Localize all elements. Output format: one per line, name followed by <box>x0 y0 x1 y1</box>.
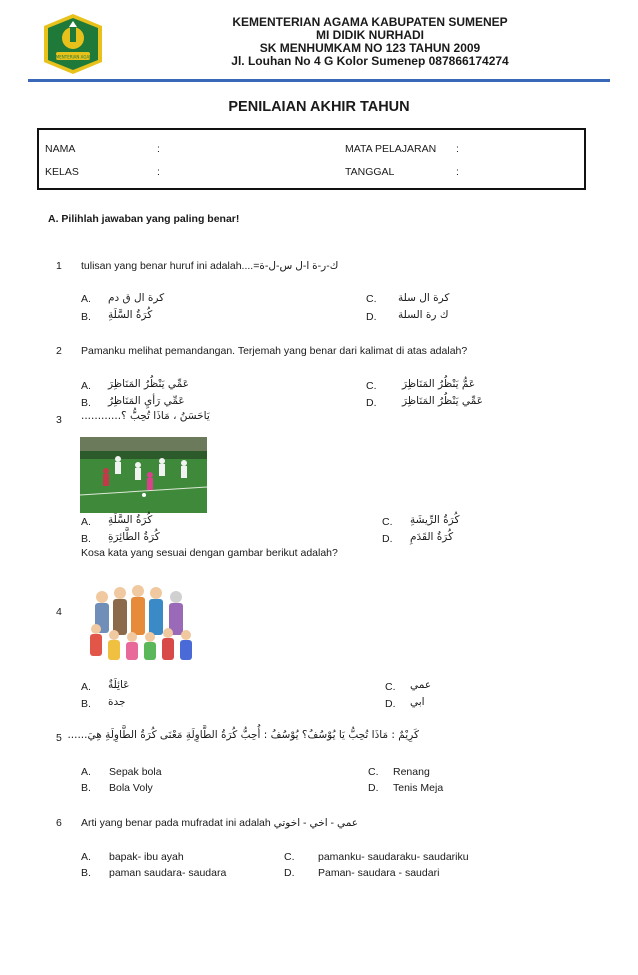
q3-a-label: A. <box>81 516 91 528</box>
q2-option-b: عَمِّي رَأيِ المَنَاظِرُ <box>108 395 185 407</box>
q1-option-a: كرة ال ق دم <box>108 292 165 304</box>
q2-number: 2 <box>56 345 62 357</box>
q5-option-c: Renang <box>393 766 430 778</box>
colon-mapel: : <box>456 143 459 155</box>
football-match-image <box>80 437 207 513</box>
section-a-instruction: A. Pilihlah jawaban yang paling benar! <box>48 213 240 225</box>
q5-option-b: Bola Voly <box>109 782 153 794</box>
label-nama: NAMA <box>45 143 76 155</box>
label-mata-pelajaran: MATA PELAJARAN <box>345 143 437 155</box>
q3-option-d: كُرَةُ القَدَمِ <box>410 531 454 543</box>
document-title: PENILAIAN AKHIR TAHUN <box>228 99 410 115</box>
logo-text: KEMENTERIAN AGAMA <box>50 54 96 60</box>
q4-option-a: عَائِلَةٌ <box>108 679 130 691</box>
q1-option-d: ك رة السلة <box>398 309 449 321</box>
q1-option-b: كُرَةُ السَّلَةِ <box>108 309 153 321</box>
q6-d-label: D. <box>284 867 295 879</box>
q6-option-d: Paman- saudara - saudari <box>318 867 440 879</box>
letterhead <box>150 16 590 68</box>
q4-c-label: C. <box>385 681 396 693</box>
q1-text: tulisan yang benar huruf ini adalah....=ك-ر-ة ا-ل س-ل-ة <box>81 260 339 272</box>
colon-nama: : <box>157 143 160 155</box>
q6-option-a: bapak- ibu ayah <box>109 851 184 863</box>
q5-d-label: D. <box>368 782 379 794</box>
q6-option-b: paman saudara- saudara <box>109 867 227 879</box>
q2-option-c: عَمُّ يَنْظُرُ المَنَاظِرَ <box>402 378 476 390</box>
q1-number: 1 <box>56 260 62 272</box>
q3-d-label: D. <box>382 533 393 545</box>
letterhead-decree: SK MENHUMKAM NO 123 TAHUN 2009 <box>259 41 481 55</box>
q3-prompt: Kosa kata yang sesuai dengan gambar berikut adalah? <box>81 547 338 559</box>
q1-b-label: B. <box>81 311 91 323</box>
q2-d-label: D. <box>366 397 377 409</box>
q1-option-c: كرة ال سلة <box>398 292 450 304</box>
kemenag-logo <box>40 12 106 76</box>
q6-option-c: pamanku- saudaraku- saudariku <box>318 851 469 863</box>
family-image <box>80 577 200 669</box>
q1-c-label: C. <box>366 293 377 305</box>
q3-b-label: B. <box>81 533 91 545</box>
q4-option-b: جدة <box>108 696 126 708</box>
label-tanggal: TANGGAL <box>345 166 395 178</box>
q6-number: 6 <box>56 817 62 829</box>
colon-tanggal: : <box>456 166 459 178</box>
q5-a-label: A. <box>81 766 91 778</box>
label-kelas: KELAS <box>45 166 79 178</box>
q4-d-label: D. <box>385 698 396 710</box>
q4-option-c: عمي <box>410 679 432 691</box>
q5-option-a: Sepak bola <box>109 766 162 778</box>
q4-a-label: A. <box>81 681 91 693</box>
q6-c-label: C. <box>284 851 295 863</box>
q5-text: كَرِيْمٌ : مَاذَا تُحِبُّ يَا يُوْسُفُ؟ يُوْسُفُ : أُحِبُّ كُرَةُ الطَّاوِلَةِ مَعْنَى كُرَةُ الطَّاوِلَةِ هِيَ...... <box>67 729 419 741</box>
q3-c-label: C. <box>382 516 393 528</box>
letterhead-school: MI DIDIK NURHADI <box>316 28 424 42</box>
q4-b-label: B. <box>81 698 91 710</box>
q5-c-label: C. <box>368 766 379 778</box>
q6-text: Arti yang benar pada mufradat ini adalah عمي - اخي - اخوتي <box>81 817 359 829</box>
letterhead-address: Jl. Louhan No 4 G Kolor Sumenep 087866174274 <box>231 54 509 68</box>
q6-b-label: B. <box>81 867 91 879</box>
q2-option-d: عَمِّي يَنْظُرُ المَنَاظِرَ <box>402 395 483 407</box>
q5-number: 5 <box>56 732 62 744</box>
q2-option-a: عَمِّي يَنْظُرُ المَنَاظِرَ <box>108 378 189 390</box>
q1-d-label: D. <box>366 311 377 323</box>
q2-text: Pamanku melihat pemandangan. Terjemah yang benar dari kalimat di atas adalah? <box>81 345 468 357</box>
identity-box <box>37 128 586 190</box>
q3-option-b: كُرَةُ الطَّائِرَةِ <box>108 531 160 543</box>
q3-number: 3 <box>56 414 62 426</box>
q5-b-label: B. <box>81 782 91 794</box>
q2-a-label: A. <box>81 380 91 392</box>
q1-a-label: A. <box>81 293 91 305</box>
q3-option-a: كُرَةُ السَّلَةِ <box>108 514 153 526</box>
header-divider <box>28 79 610 82</box>
q3-text: يَاحَسَنُ ، مَاذَا تُحِبُّ ؟............ <box>81 410 210 422</box>
colon-kelas: : <box>157 166 160 178</box>
q4-number: 4 <box>56 606 62 618</box>
q6-a-label: A. <box>81 851 91 863</box>
q5-option-d: Tenis Meja <box>393 782 444 794</box>
q2-b-label: B. <box>81 397 91 409</box>
q4-option-d: ابي <box>410 696 425 708</box>
letterhead-ministry: KEMENTERIAN AGAMA KABUPATEN SUMENEP <box>232 15 508 29</box>
q3-option-c: كُرَةُ الرِّيشَةِ <box>410 514 460 526</box>
q2-c-label: C. <box>366 380 377 392</box>
